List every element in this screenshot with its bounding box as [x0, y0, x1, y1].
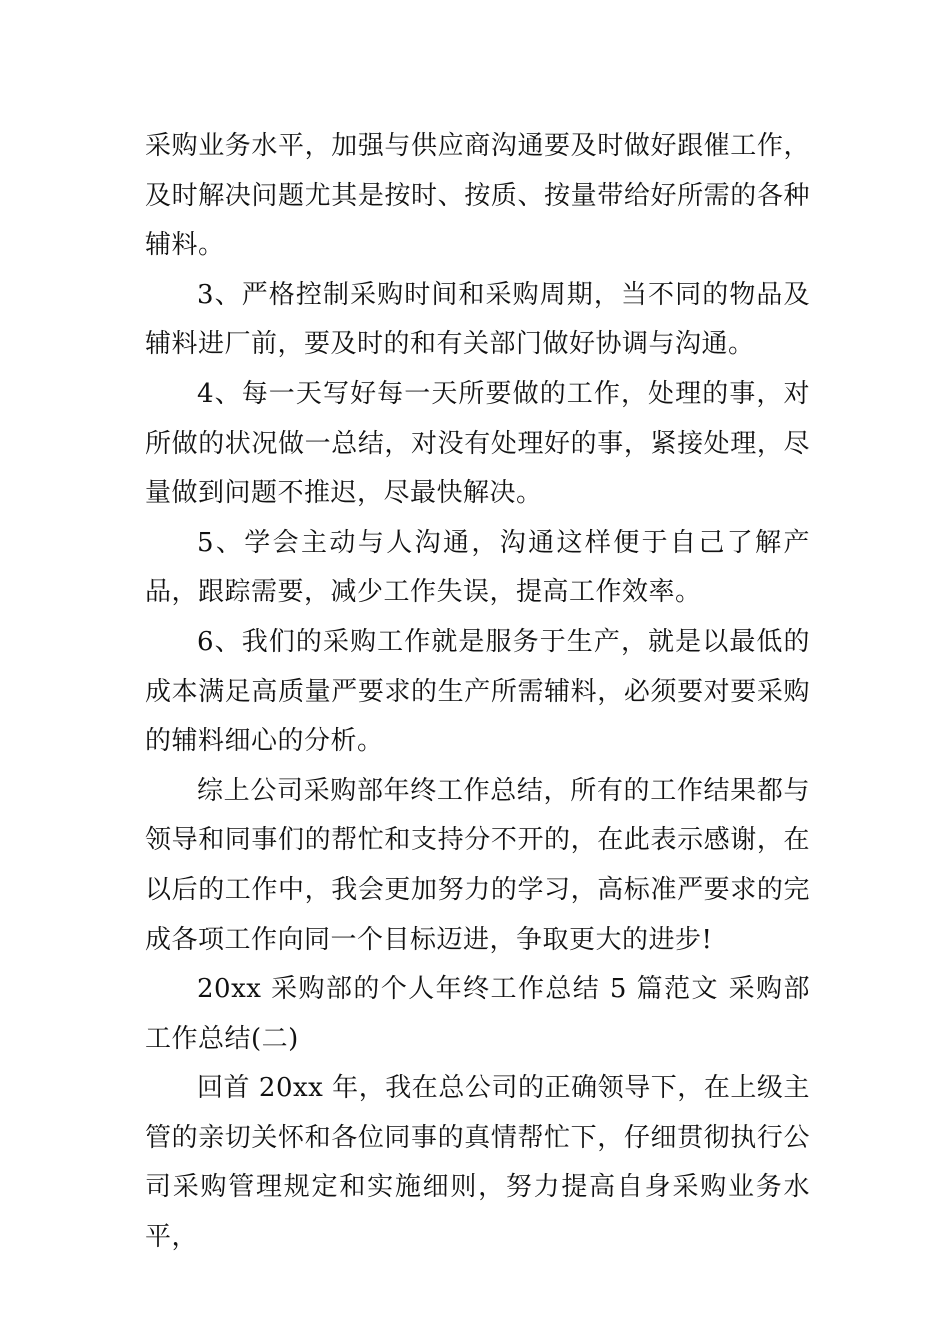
paragraph-6: 综上公司采购部年终工作总结，所有的工作结果都与领导和同事们的帮忙和支持分不开的，在此表示感谢，在以后的工作中，我会更加努力的学习，高标准严要求的完成各项工作向同一个目标迈进，争取更大的进步! — [145, 775, 810, 955]
paragraph-2: 3、严格控制采购时间和采购周期，当不同的物品及辅料进厂前，要及时的和有关部门做好协调与沟通。 — [145, 279, 810, 360]
paragraph-4: 5、学会主动与人沟通，沟通这样便于自己了解产品，跟踪需要，减少工作失误，提高工作效率。 — [145, 527, 810, 608]
document-body — [145, 122, 810, 1263]
paragraph-5: 6、我们的采购工作就是服务于生产，就是以最低的成本满足高质量严要求的生产所需辅料，必须要对要采购的辅料细心的分析。 — [145, 626, 810, 757]
section-heading: 20xx 采购部的个人年终工作总结 5 篇范文 采购部工作总结(二) — [145, 974, 810, 1054]
paragraph-7: 回首 20xx 年，我在总公司的正确领导下，在上级主管的亲切关怀和各位同事的真情帮忙下，仔细贯彻执行公司采购管理规定和实施细则，努力提高自身采购业务水平， — [145, 1073, 810, 1253]
paragraph-3: 4、每一天写好每一天所要做的工作，处理的事，对所做的状况做一总结，对没有处理好的事，紧接处理，尽量做到问题不推迟，尽最快解决。 — [145, 378, 810, 509]
paragraph-1: 采购业务水平，加强与供应商沟通要及时做好跟催工作，及时解决问题尤其是按时、按质、按量带给好所需的各种辅料。 — [145, 131, 810, 261]
